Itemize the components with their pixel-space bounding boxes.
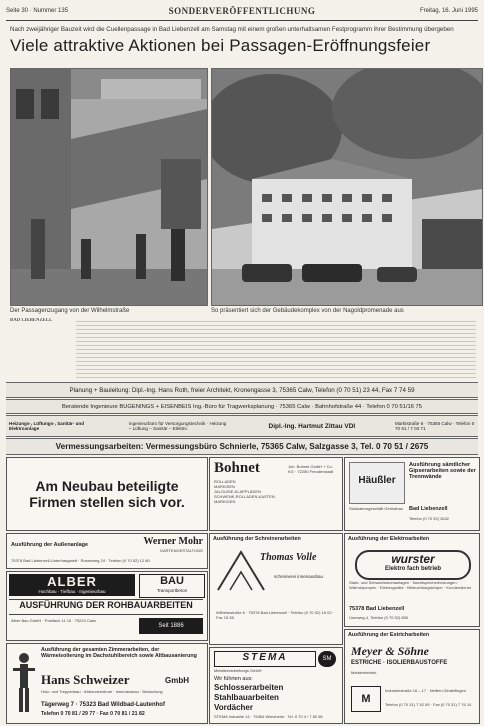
haeussler-tel: Telefon (0 70 52) 3632 [409,516,450,521]
schweizer-name: Hans Schweizer [41,672,130,687]
stema-lines: Schlosserarbeiten Stahlbauarbeiten Vordächer [214,683,284,712]
meyer-tel: Telefon (0 70 31) 7 52 59 · Fax (0 70 31) 7 76 14 [385,702,472,707]
article-lead: BAD LIEBENZELL [10,318,53,323]
stema-addr: STEMA Industrie 14 · 75464 Wimsheim · Tel. 0 70 4 / 7 80 55 [214,714,323,719]
bohnet-small: Joh. Bohnet GmbH + Co. KG · 72250 Freudenstadt [288,464,334,474]
haeussler-ttl: Ausführung sämtlicher Gipserarbeiten sowie der Trennwände [409,462,476,480]
band-bugenings: Beratende Ingenieure BUGENINGS + EISENBEIS Ing.-Büro für Tragwerksplanung · 75365 Calw · Bahnhofstraße 44 · Telefon 0 70 51/16 75 [6,399,478,414]
haeussler-city: Bad Liebenzell [409,506,448,512]
article-text-texture [76,318,476,380]
band-zittau: Heizungs-, Lüftungs-, Sanitär- und Elektroanlage Ingenieurbüro für Versorgungstechnik · Heizung – Lüftung – Sanitär – Elektro Dipl.-Ing. Hartmut Zittau VDI Marktstraße 6 · 75365 Calw · Telefon 0 70 51 / 7 03 71 [6,415,478,437]
ad-wurster [344,533,480,627]
section-title: SONDERVERÖFFENTLICHUNG [168,6,316,16]
alber-bau-logo: BAU Transportbeton [139,574,205,598]
stema-sub: Metallverarbeitungs GmbH [214,668,262,673]
mohr-ttl: Ausführung der Außenanlage [11,542,89,548]
mohr-sub: GARTENGESTALTUNG [159,548,203,553]
carpenter-figure-icon [11,650,37,716]
wurster-ttl: Ausführung der Elektroarbeiten [348,536,430,542]
ad-haeussler [344,457,480,531]
ad-neubau: Am Neubau beteiligte Firmen stellen sich vor. [6,457,208,531]
meyer-ttl: Ausführung der Estricharbeiten [348,632,430,638]
photo-passage-entrance [10,68,208,306]
schweizer-addr: Tägerweg 7 · 75323 Bad Wildbad-Lautenhof [41,702,165,708]
ad-mohr [6,533,208,569]
ad-alber [6,571,208,641]
page-header [6,6,478,20]
meyer-extra: Meisterbetrieb [351,670,377,675]
ad-schweizer [6,643,208,724]
photo-building-complex [211,68,483,306]
mohr-addr: 75378 Bad Liebenzell-Unterhaugstett · Rosenweg 24 · Telefon (0 70 52) 12 80 [11,558,150,563]
alber-logo: ALBER Hochbau · Tiefbau · Ingenieurbau [9,574,135,596]
meyer-logo-icon: M [351,686,381,712]
headline: Viele attraktive Aktionen bei Passagen-Eröffnungsfeier [10,36,431,55]
alber-rohbau: AUSFÜHRUNG DER ROHBAUARBEITEN [9,599,203,615]
haeussler-sub: Stukkateurgeschäft Gerüstbau [349,506,404,511]
band-vermessung: Vermessungsarbeiten: Vermessungsbüro Schnierle, 75365 Calw, Salzgasse 3, Tel. 0 70 51 / 2675 [6,438,478,455]
ad-stema [209,647,343,724]
thomas-logo-graphic [216,550,266,595]
schweizer-gmbh: GmbH [165,676,189,685]
ad-meyer [344,629,480,724]
caption-left: Der Passagenzugang von der Wilhelmstraße [10,308,130,314]
alber-addr: Alber Bau GmbH · Postfach 11 16 · 75224 Calw [11,618,96,623]
header-rule [6,20,478,21]
article-body [10,318,480,380]
wurster-lines: Stark- und Schwachstromanlagen · Nachtspeicherheizungen · Wärmepumpen · Elektrogeräte · Beleuchtungskörper · Kundendienst [349,580,471,590]
wurster-addr: Unmweg 4, Telefon (0 70 52) 850 [349,615,409,620]
caption-right: So präsentiert sich der Gebäudekomplex von der Nagoldpromenade aus [211,308,404,314]
ad-bohnet [209,457,343,531]
band-planung: Planung + Bauleitung: Dipl.-Ing. Hans Roth, freier Architekt, Kronengasse 3, 75365 Calw, Telefon (0 70 51) 23 44, Fax 7 74 59 [6,382,478,398]
wurster-city: 75378 Bad Liebenzell [349,606,405,612]
bohnet-lines: ROLLADEN MARKISEN JALOUSIE-KLAPPLÄDEN SCHWENK-ROLLADEN-KASTEN MARKIGEN [214,479,275,504]
schweizer-ttl: Ausführung der gesamten Zimmerarbeiten, der Wärmeisolierung im Dachstuhlbereich sowie Altbausanierung [41,647,197,659]
thomas-name: Thomas Volle [260,552,317,563]
meyer-sub: ESTRICHE · ISOLIERBAUSTOFFE [351,660,448,666]
thomas-ttl: Ausführung der Schreinerarbeiten [213,536,301,542]
meyer-name: Meyer & Söhne [351,644,429,658]
stema-badge-icon: SM [318,651,336,667]
bohnet-name: Bohnet [214,460,260,476]
ad-thomas-volle [209,533,343,645]
schweizer-sub: Holz- und Treppenbau · Abbundzentrum · Innenausbau · Bedachung [41,689,163,694]
wurster-logo: wurster Elektro fach betrieb [355,550,471,580]
thomas-addr: Wilhelmstraße 6 · 75378 Bad Liebenzell · Telefon (0 70 52) 16 02 · Fax 15 55 [216,610,334,620]
intro-line: Nach zweijähriger Bauzeit wird die Cuellenpassage in Bad Liebenzell am Samstag mit einem großen unterhaltsamen Festprogramm ihrer Bestimmung übergeben [10,26,454,33]
thomas-sub: schreinerei innenausbau [274,574,324,579]
page-number: Seite 30 · Nummer 135 [6,8,69,14]
stema-intro: Wir führten aus: [214,676,253,682]
schweizer-tel: Telefon 0 70 81 / 29 77 · Fax 0 70 81 / 21 82 [41,711,145,717]
haeussler-logo: Häußler [349,462,405,504]
alber-seit: Seit 1886 [139,618,203,634]
stema-logo: STEMA [214,651,316,667]
page-date: Freitag, 16. Juni 1995 [419,8,478,14]
meyer-addr: Industriestraße 16 – 17 · Neifern-Sindelfingen [385,688,466,693]
mohr-name: Werner Mohr [143,536,203,547]
